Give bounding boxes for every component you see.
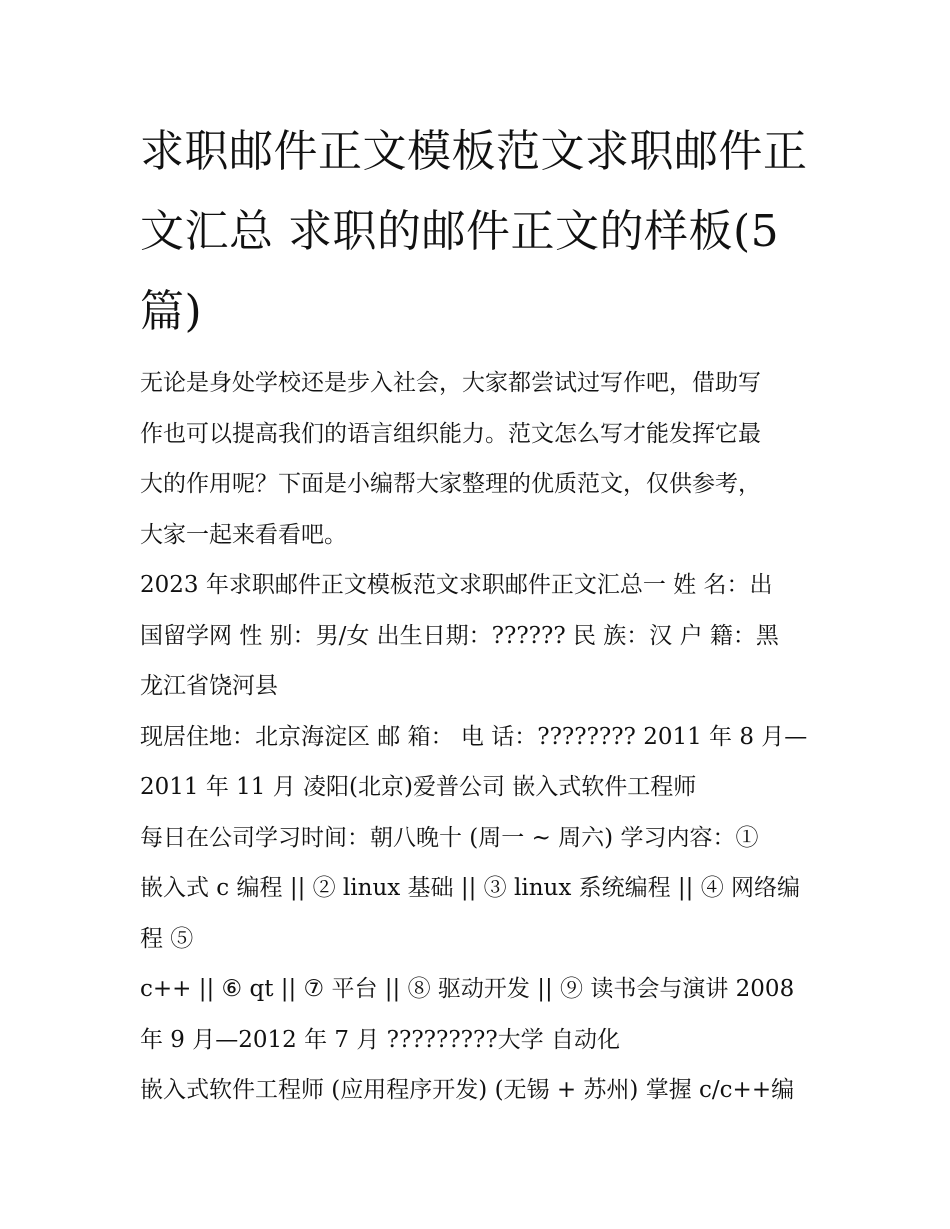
resume-header-paragraph: 2023 年求职邮件正文模板范文求职邮件正文汇总一 姓 名：出 国留学网 性 别：男/女 出生日期：?????? 民 族：汉 户 籍：黑 龙江省饶河县 [140, 572, 779, 699]
course-list-paragraph: c++ || ⑥ qt || ⑦ 平台 || ⑧ 驱动开发 || ⑨ 读书会与演讲 2008 年 9 月—2012 年 7 月 ?????????大学 自动化 [140, 976, 795, 1053]
document-body [140, 358, 820, 1116]
job-title-paragraph: 嵌入式软件工程师 (应用程序开发) (无锡 + 苏州) 掌握 c/c++编 [140, 1077, 795, 1103]
study-content-paragraph: 每日在公司学习时间：朝八晚十 (周一 ~ 周六) 学习内容：① 嵌入式 c 编程 || ② linux 基础 || ③ linux 系统编程 || ④ 网络编 程 ⑤ [140, 824, 801, 952]
residence-paragraph: 现居住地：北京海淀区 邮 箱： 电 话：???????? 2011 年 8 月— 2011 年 11 月 凌阳(北京)爱普公司 嵌入式软件工程师 [140, 723, 808, 800]
document-title: 求职邮件正文模板范文求职邮件正文汇总 求职的邮件正文的样板(5篇) [140, 126, 808, 337]
intro-paragraph: 无论是身处学校还是步入社会，大家都尝试过写作吧，借助写 作也可以提高我们的语言组织能力。范文怎么写才能发挥它最 大的作用呢？下面是小编帮大家整理的优质范文，仅供参考， 大家一起来看看吧。 [140, 370, 761, 548]
